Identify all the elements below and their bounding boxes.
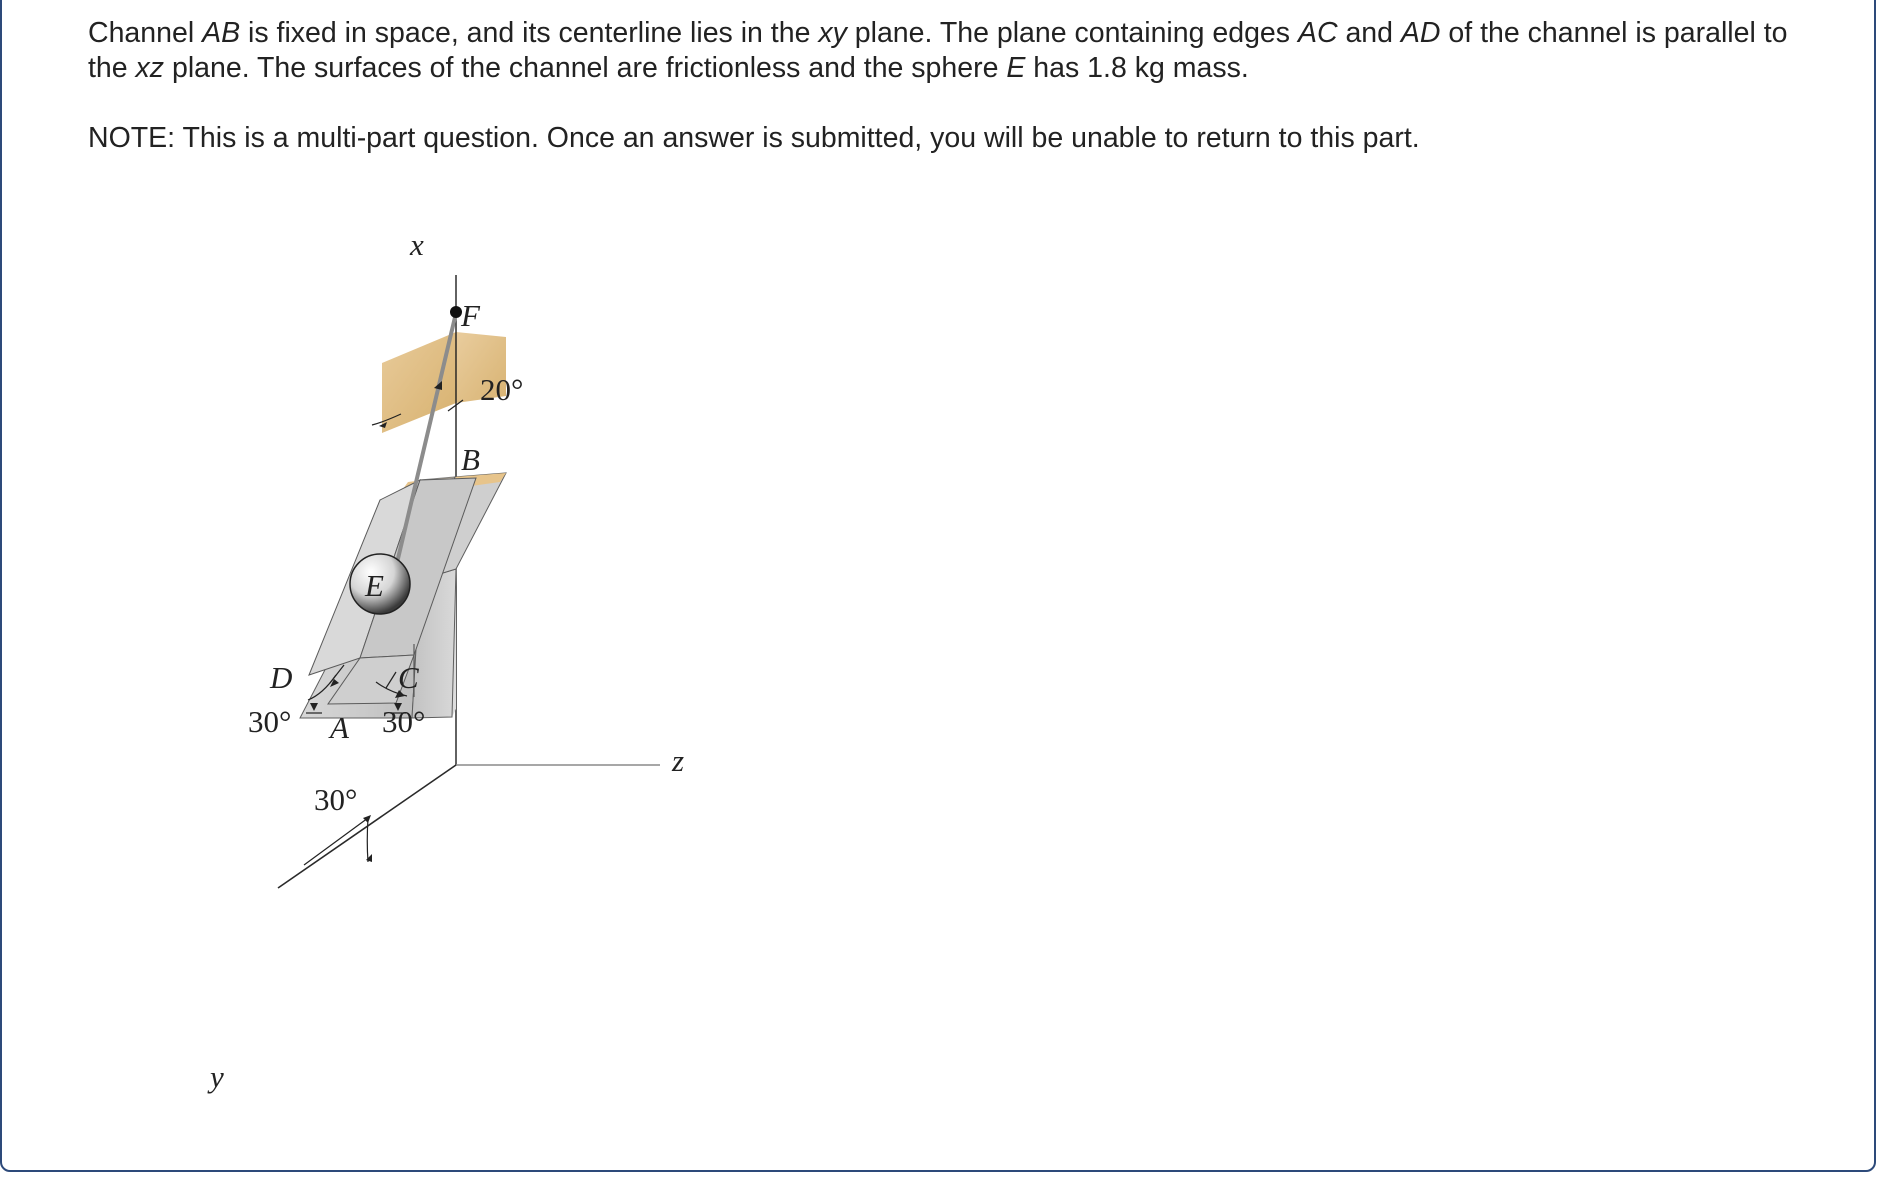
problem-fragment: is fixed in space, and its centerline lies in the	[240, 17, 819, 49]
problem-text	[88, 16, 1828, 156]
arrow-icon	[363, 815, 371, 823]
point-a-label: A	[330, 710, 349, 745]
edge-ad-label: AD	[1400, 17, 1441, 49]
channel-diagram	[210, 220, 710, 1100]
problem-fragment: plane. The plane containing edges	[846, 17, 1298, 49]
z-axis-label: z	[672, 743, 685, 778]
arrow-icon	[366, 854, 372, 862]
problem-fragment: of the channel is parallel to the	[88, 17, 1788, 84]
rope-angle-label: 20°	[480, 372, 524, 407]
sphere-e-label: E	[1006, 52, 1026, 84]
problem-paragraph	[88, 16, 1828, 86]
x-axis-label: x	[410, 227, 424, 262]
right-edge-angle-label: 30°	[382, 704, 426, 739]
xy-plane-label: xy	[818, 17, 847, 49]
point-e-label: E	[365, 568, 384, 603]
problem-fragment: and	[1337, 17, 1401, 49]
problem-fragment: Channel	[88, 17, 203, 49]
problem-fragment: plane. The surfaces of the channel are frictionless and the sphere	[164, 52, 1007, 84]
channel-ab-label: AB	[202, 17, 241, 49]
edge-ac-label: AC	[1297, 17, 1338, 49]
point-b-label: B	[461, 442, 480, 477]
xz-plane-label: xz	[135, 52, 165, 84]
base-angle-leg	[304, 818, 368, 865]
base-angle-arc	[367, 818, 368, 862]
left-edge-angle-label: 30°	[248, 704, 292, 739]
y-axis-label: y	[210, 1059, 224, 1094]
point-f-label: F	[461, 298, 480, 333]
point-d-label: D	[270, 660, 293, 695]
multi-part-note: NOTE: This is a multi-part question. Once an answer is submitted, you will be unable to return to this part.	[88, 122, 1420, 154]
point-c-label: C	[398, 660, 419, 695]
channel-figure	[210, 220, 710, 1100]
base-angle-label: 30°	[314, 782, 358, 817]
problem-fragment: has 1.8 kg mass.	[1025, 52, 1249, 84]
